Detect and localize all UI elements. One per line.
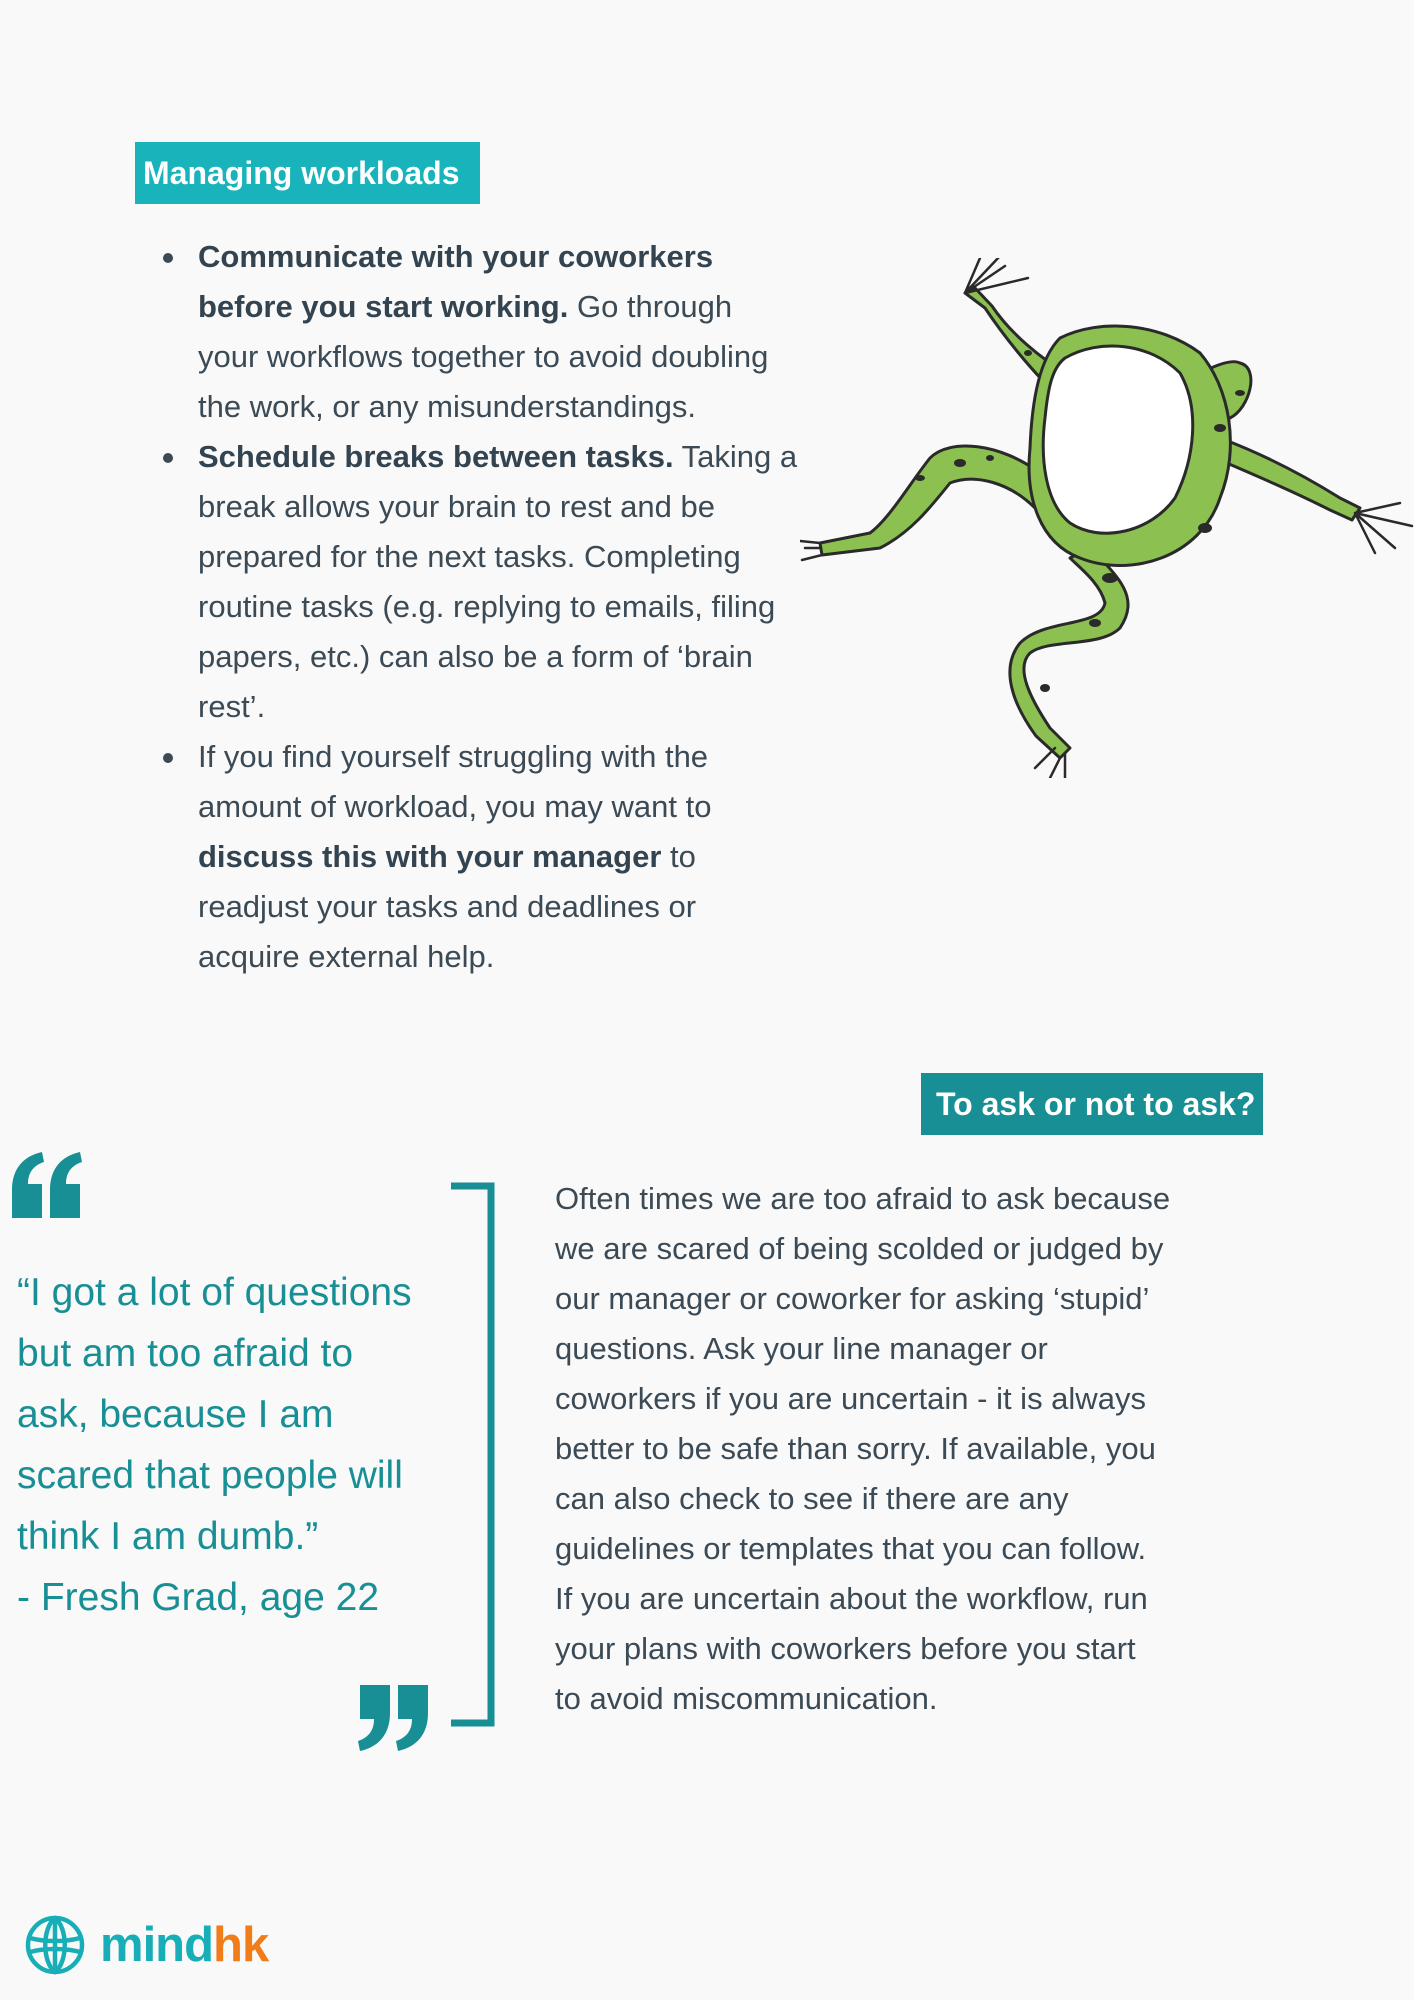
logo-text-mind: mind <box>100 1918 214 1972</box>
paragraph-line: guidelines or templates that you can follow. <box>555 1531 1147 1566</box>
tip-bold: Schedule breaks between tasks. <box>198 439 674 474</box>
tip-text: Taking a break allows your brain to rest and be prepared for the next tasks. Completing routine tasks (e.g. replying to emails, filing papers, etc.) can also be a form of ‘brain rest’. <box>198 439 798 724</box>
paragraph-line: better to be safe than sorry. If available, you <box>555 1431 1156 1466</box>
paragraph-line: to avoid miscommunication. <box>555 1681 938 1716</box>
paragraph-line: can also check to see if there are any <box>555 1481 1069 1516</box>
frog-illustration <box>800 258 1414 778</box>
paragraph-line: Often times we are too afraid to ask because <box>555 1181 1171 1216</box>
ask-heading: To ask or not to ask? <box>921 1073 1263 1135</box>
quote-attribution: - Fresh Grad, age 22 <box>17 1576 380 1619</box>
tip-text: Go through your workflows together to avoid doubling the work, or any misunderstandings. <box>198 289 769 424</box>
quote-line: but am too afraid to <box>17 1332 354 1375</box>
list-item <box>158 732 798 982</box>
quote-line: think I am dumb.” <box>17 1515 319 1558</box>
quote-line: ask, because I am <box>17 1393 334 1436</box>
managing-workloads-heading: Managing workloads <box>135 142 480 204</box>
paragraph-line: questions. Ask your line manager or <box>555 1331 1048 1366</box>
tip-bold: discuss this with your manager <box>198 839 662 874</box>
close-quote-icon <box>358 1683 432 1753</box>
tip-bold: Communicate with your coworkers before you start working. <box>198 239 714 324</box>
logo-text-hk: hk <box>213 1918 269 1972</box>
paragraph-line: If you are uncertain about the workflow, run <box>555 1581 1148 1616</box>
tip-text: to readjust your tasks and deadlines or acquire external help. <box>198 839 697 974</box>
quote-line: scared that people will <box>17 1454 403 1497</box>
list-item <box>158 232 798 432</box>
mindhk-logo <box>24 1912 324 1982</box>
tip-text: If you find yourself struggling with the amount of workload, you may want to <box>198 739 712 824</box>
brain-globe-icon <box>24 1914 86 1976</box>
open-quote-icon <box>10 1150 84 1220</box>
logo-wordmark <box>100 1912 268 1978</box>
ask-paragraph <box>555 1174 1295 1724</box>
workload-tips-list <box>158 232 798 982</box>
paragraph-line: your plans with coworkers before you start <box>555 1631 1136 1666</box>
testimonial-quote <box>17 1262 467 1628</box>
paragraph-line: coworkers if you are uncertain - it is always <box>555 1381 1146 1416</box>
list-item <box>158 432 798 732</box>
quote-line: “I got a lot of questions <box>17 1271 412 1314</box>
paragraph-line: our manager or coworker for asking ‘stupid’ <box>555 1281 1150 1316</box>
paragraph-line: we are scared of being scolded or judged by <box>555 1231 1164 1266</box>
